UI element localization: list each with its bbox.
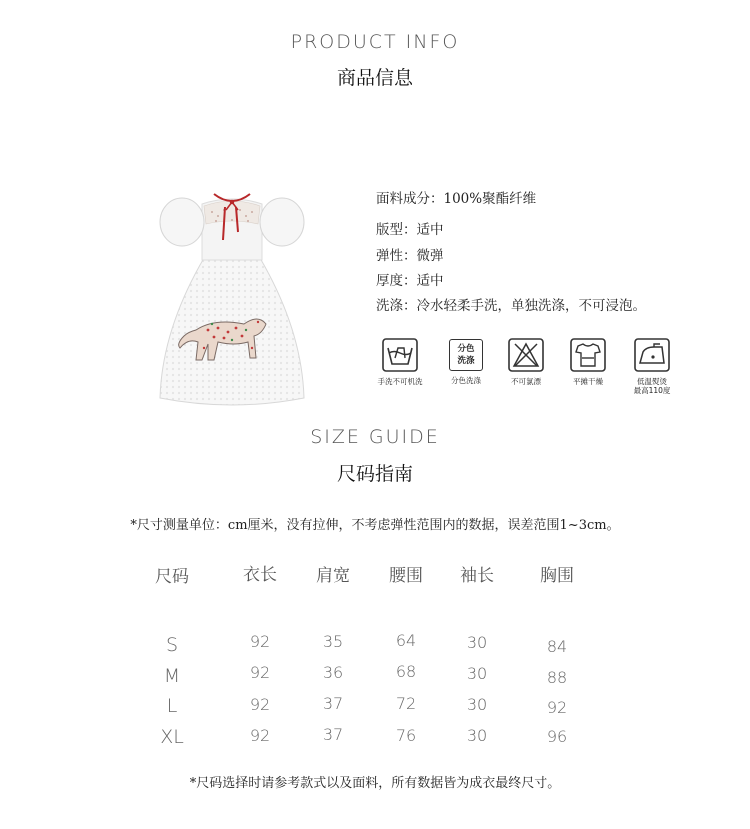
table-cell: 92: [249, 695, 271, 714]
size-note-bottom: *尺码选择时请参考款式以及面料，所有数据皆为成衣最终尺寸。: [189, 776, 561, 791]
care-label-flat-dry: 平摊干燥: [573, 377, 603, 386]
care-flat-dry: [560, 336, 616, 386]
size-guide-title-en: SIZE GUIDE: [310, 426, 440, 448]
spec-thickness: 厚度：适中: [376, 273, 444, 289]
table-cell: L: [166, 695, 178, 717]
table-cell: 72: [395, 694, 417, 713]
table-cell: 30: [466, 633, 488, 652]
table-cell: 92: [249, 632, 271, 651]
table-cell: 30: [466, 695, 488, 714]
care-label-hand-wash: 手洗不可机洗: [377, 377, 423, 386]
care-separate-wash: [438, 336, 494, 385]
care-label-no-bleach: 不可氯漂: [511, 377, 541, 386]
table-cell: 92: [249, 726, 271, 745]
no-bleach-icon: [506, 336, 546, 374]
table-cell: 64: [395, 631, 417, 650]
table-cell: 84: [546, 637, 568, 656]
iron-low-icon: [632, 336, 672, 374]
care-iron-low: [624, 336, 680, 395]
spec-fabric: 面料成分：100%聚酯纤维: [376, 191, 537, 207]
care-no-bleach: [498, 336, 554, 386]
table-cell: S: [165, 634, 179, 656]
product-info-title-cn: 商品信息: [336, 67, 413, 89]
table-cell: 30: [466, 726, 488, 745]
table-cell: 92: [546, 698, 568, 717]
care-label-iron-low-1: 低温熨烫: [637, 377, 667, 386]
table-header-chest: 胸围: [540, 566, 574, 586]
table-cell: 30: [466, 664, 488, 683]
table-cell: 76: [395, 726, 417, 745]
table-header-waist: 腰围: [389, 566, 423, 586]
hand-wash-icon: [380, 336, 420, 374]
size-note-top: *尺寸测量单位：cm厘米，没有拉伸，不考虑弹性范围内的数据，误差范围1~3cm。: [130, 518, 620, 533]
table-cell: 37: [322, 725, 344, 744]
size-guide-title-cn: 尺码指南: [336, 463, 413, 485]
table-cell: 35: [322, 632, 344, 651]
spec-fit: 版型：适中: [376, 222, 444, 238]
table-header-shoulder: 肩宽: [316, 566, 350, 586]
table-cell: 68: [395, 662, 417, 681]
table-cell: 96: [546, 727, 568, 746]
table-header-size: 尺码: [155, 567, 189, 587]
product-image: [152, 180, 312, 410]
table-header-sleeve: 袖长: [460, 566, 494, 586]
care-label-separate-wash: 分色洗涤: [451, 376, 481, 385]
table-cell: 36: [322, 663, 344, 682]
table-cell: 37: [322, 694, 344, 713]
product-info-title-en: PRODUCT INFO: [290, 31, 460, 53]
flat-dry-icon: [568, 336, 608, 374]
care-hand-wash: [372, 336, 428, 386]
table-header-length: 衣长: [243, 565, 277, 585]
spec-elasticity: 弹性：微弹: [376, 248, 444, 264]
table-cell: 92: [249, 663, 271, 682]
table-cell: M: [163, 665, 181, 687]
care-label-iron-low-2: 最高110度: [633, 386, 671, 395]
table-cell: 88: [546, 668, 568, 687]
separate-wash-icon: 分色 洗涤: [449, 339, 483, 371]
table-cell: XL: [160, 726, 184, 748]
spec-washing: 洗涤：冷水轻柔手洗，单独洗涤，不可浸泡。: [376, 298, 646, 314]
